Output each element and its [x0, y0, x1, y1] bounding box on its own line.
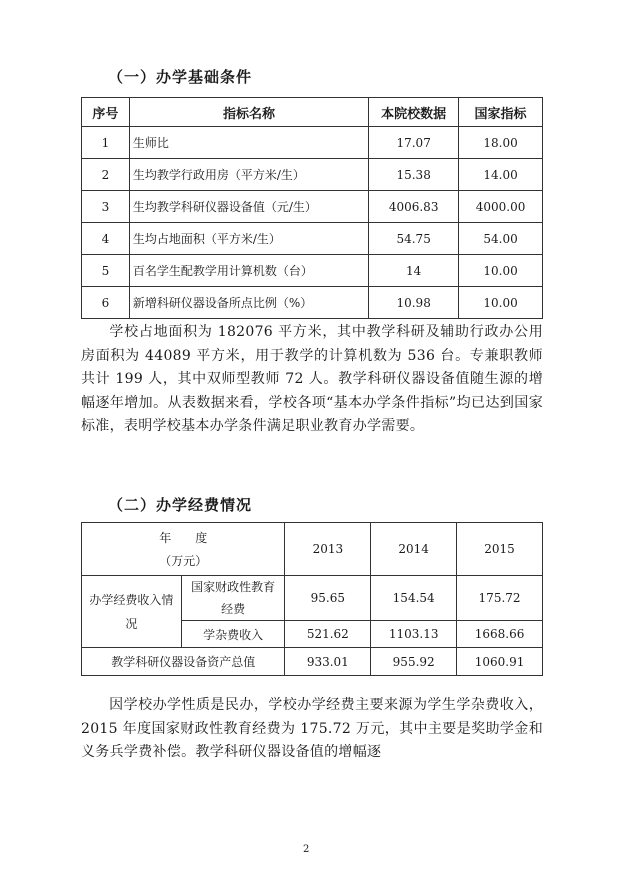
- cell-indicator: 生师比: [129, 127, 368, 159]
- cell-school-data: 4006.83: [369, 191, 459, 223]
- col-header-index: 序号: [82, 98, 130, 127]
- section1-paragraph: [81, 321, 543, 439]
- cell-national-standard: 18.00: [459, 127, 543, 159]
- row-label: 学杂费收入: [181, 621, 285, 648]
- cell-indicator: 百名学生配教学用计算机数（台）: [129, 255, 368, 287]
- cell-national-standard: 10.00: [459, 255, 543, 287]
- cell-value: 154.54: [371, 576, 457, 621]
- corner-year-label: 年 度: [159, 531, 208, 545]
- section2-paragraph-text: 因学校办学性质是民办，学校办学经费主要来源为学生学杂费收入，2015 年度国家财政性教育经费为 175.72 万元，其中主要是奖助学金和义务兵学费补偿。教学科研仪器设备值的增幅逐: [81, 697, 543, 760]
- funding-header-row: [82, 523, 543, 576]
- cell-indicator: 生均教学行政用房（平方米/生）: [129, 159, 368, 191]
- table-header-row: [82, 98, 543, 127]
- section1-paragraph-text: 学校占地面积为 182076 平方米，其中教学科研及辅助行政办公用房面积为 44089 平方米，用于教学的计算机数为 536 台。专兼职教师共计 199 人，其中双师型教师 72 人。教学科研仪器设备值随生源的增幅逐年增加。从表数据来看，学校各项“基本办学条件指标”均已达到国家标准，表明学校基本办学条件满足职业教育办学需要。: [81, 324, 543, 434]
- year-header: 2013: [285, 523, 371, 576]
- corner-cell: [82, 523, 285, 576]
- col-header-indicator: 指标名称: [129, 98, 368, 127]
- cell-school-data: 54.75: [369, 223, 459, 255]
- corner-unit-label: （万元）: [159, 554, 208, 568]
- total-row-label: 教学科研仪器设备资产总值: [82, 648, 285, 676]
- cell-national-standard: 4000.00: [459, 191, 543, 223]
- year-header: 2015: [457, 523, 543, 576]
- section2-heading: （二）办学经费情况: [108, 496, 253, 514]
- cell-indicator: 生均占地面积（平方米/生）: [129, 223, 368, 255]
- cell-school-data: 15.38: [369, 159, 459, 191]
- table-row: [82, 223, 543, 255]
- page-number: 2: [303, 844, 310, 855]
- cell-value: 1668.66: [457, 621, 543, 648]
- cell-national-standard: 10.00: [459, 287, 543, 319]
- cell-index: 5: [82, 255, 130, 287]
- cell-index: 4: [82, 223, 130, 255]
- cell-index: 3: [82, 191, 130, 223]
- cell-school-data: 10.98: [369, 287, 459, 319]
- funding-table: [81, 522, 543, 676]
- cell-value: 1060.91: [457, 648, 543, 676]
- table-row: [82, 287, 543, 319]
- cell-value: 521.62: [285, 621, 371, 648]
- cell-indicator: 新增科研仪器设备所点比例（%）: [129, 287, 368, 319]
- table-row: [82, 127, 543, 159]
- section1-heading: （一）办学基础条件: [108, 68, 253, 86]
- cell-school-data: 17.07: [369, 127, 459, 159]
- cell-value: 175.72: [457, 576, 543, 621]
- section2-paragraph: [81, 694, 543, 765]
- cell-index: 1: [82, 127, 130, 159]
- group-label: 办学经费收入情况: [89, 592, 174, 631]
- cell-school-data: 14: [369, 255, 459, 287]
- table-row: [82, 159, 543, 191]
- cell-national-standard: 54.00: [459, 223, 543, 255]
- cell-index: 6: [82, 287, 130, 319]
- cell-indicator: 生均教学科研仪器设备值（元/生）: [129, 191, 368, 223]
- group-label-cell: [82, 576, 182, 648]
- col-header-school-data: 本院校数据: [369, 98, 459, 127]
- table-row: [82, 255, 543, 287]
- basic-conditions-table: [81, 97, 543, 319]
- cell-value: 1103.13: [371, 621, 457, 648]
- table-row: [82, 191, 543, 223]
- col-header-national-standard: 国家指标: [459, 98, 543, 127]
- table-row: [82, 576, 543, 621]
- cell-national-standard: 14.00: [459, 159, 543, 191]
- table-row: [82, 648, 543, 676]
- cell-value: 95.65: [285, 576, 371, 621]
- row-label: 国家财政性教育经费: [181, 576, 285, 621]
- cell-value: 955.92: [371, 648, 457, 676]
- cell-value: 933.01: [285, 648, 371, 676]
- cell-index: 2: [82, 159, 130, 191]
- year-header: 2014: [371, 523, 457, 576]
